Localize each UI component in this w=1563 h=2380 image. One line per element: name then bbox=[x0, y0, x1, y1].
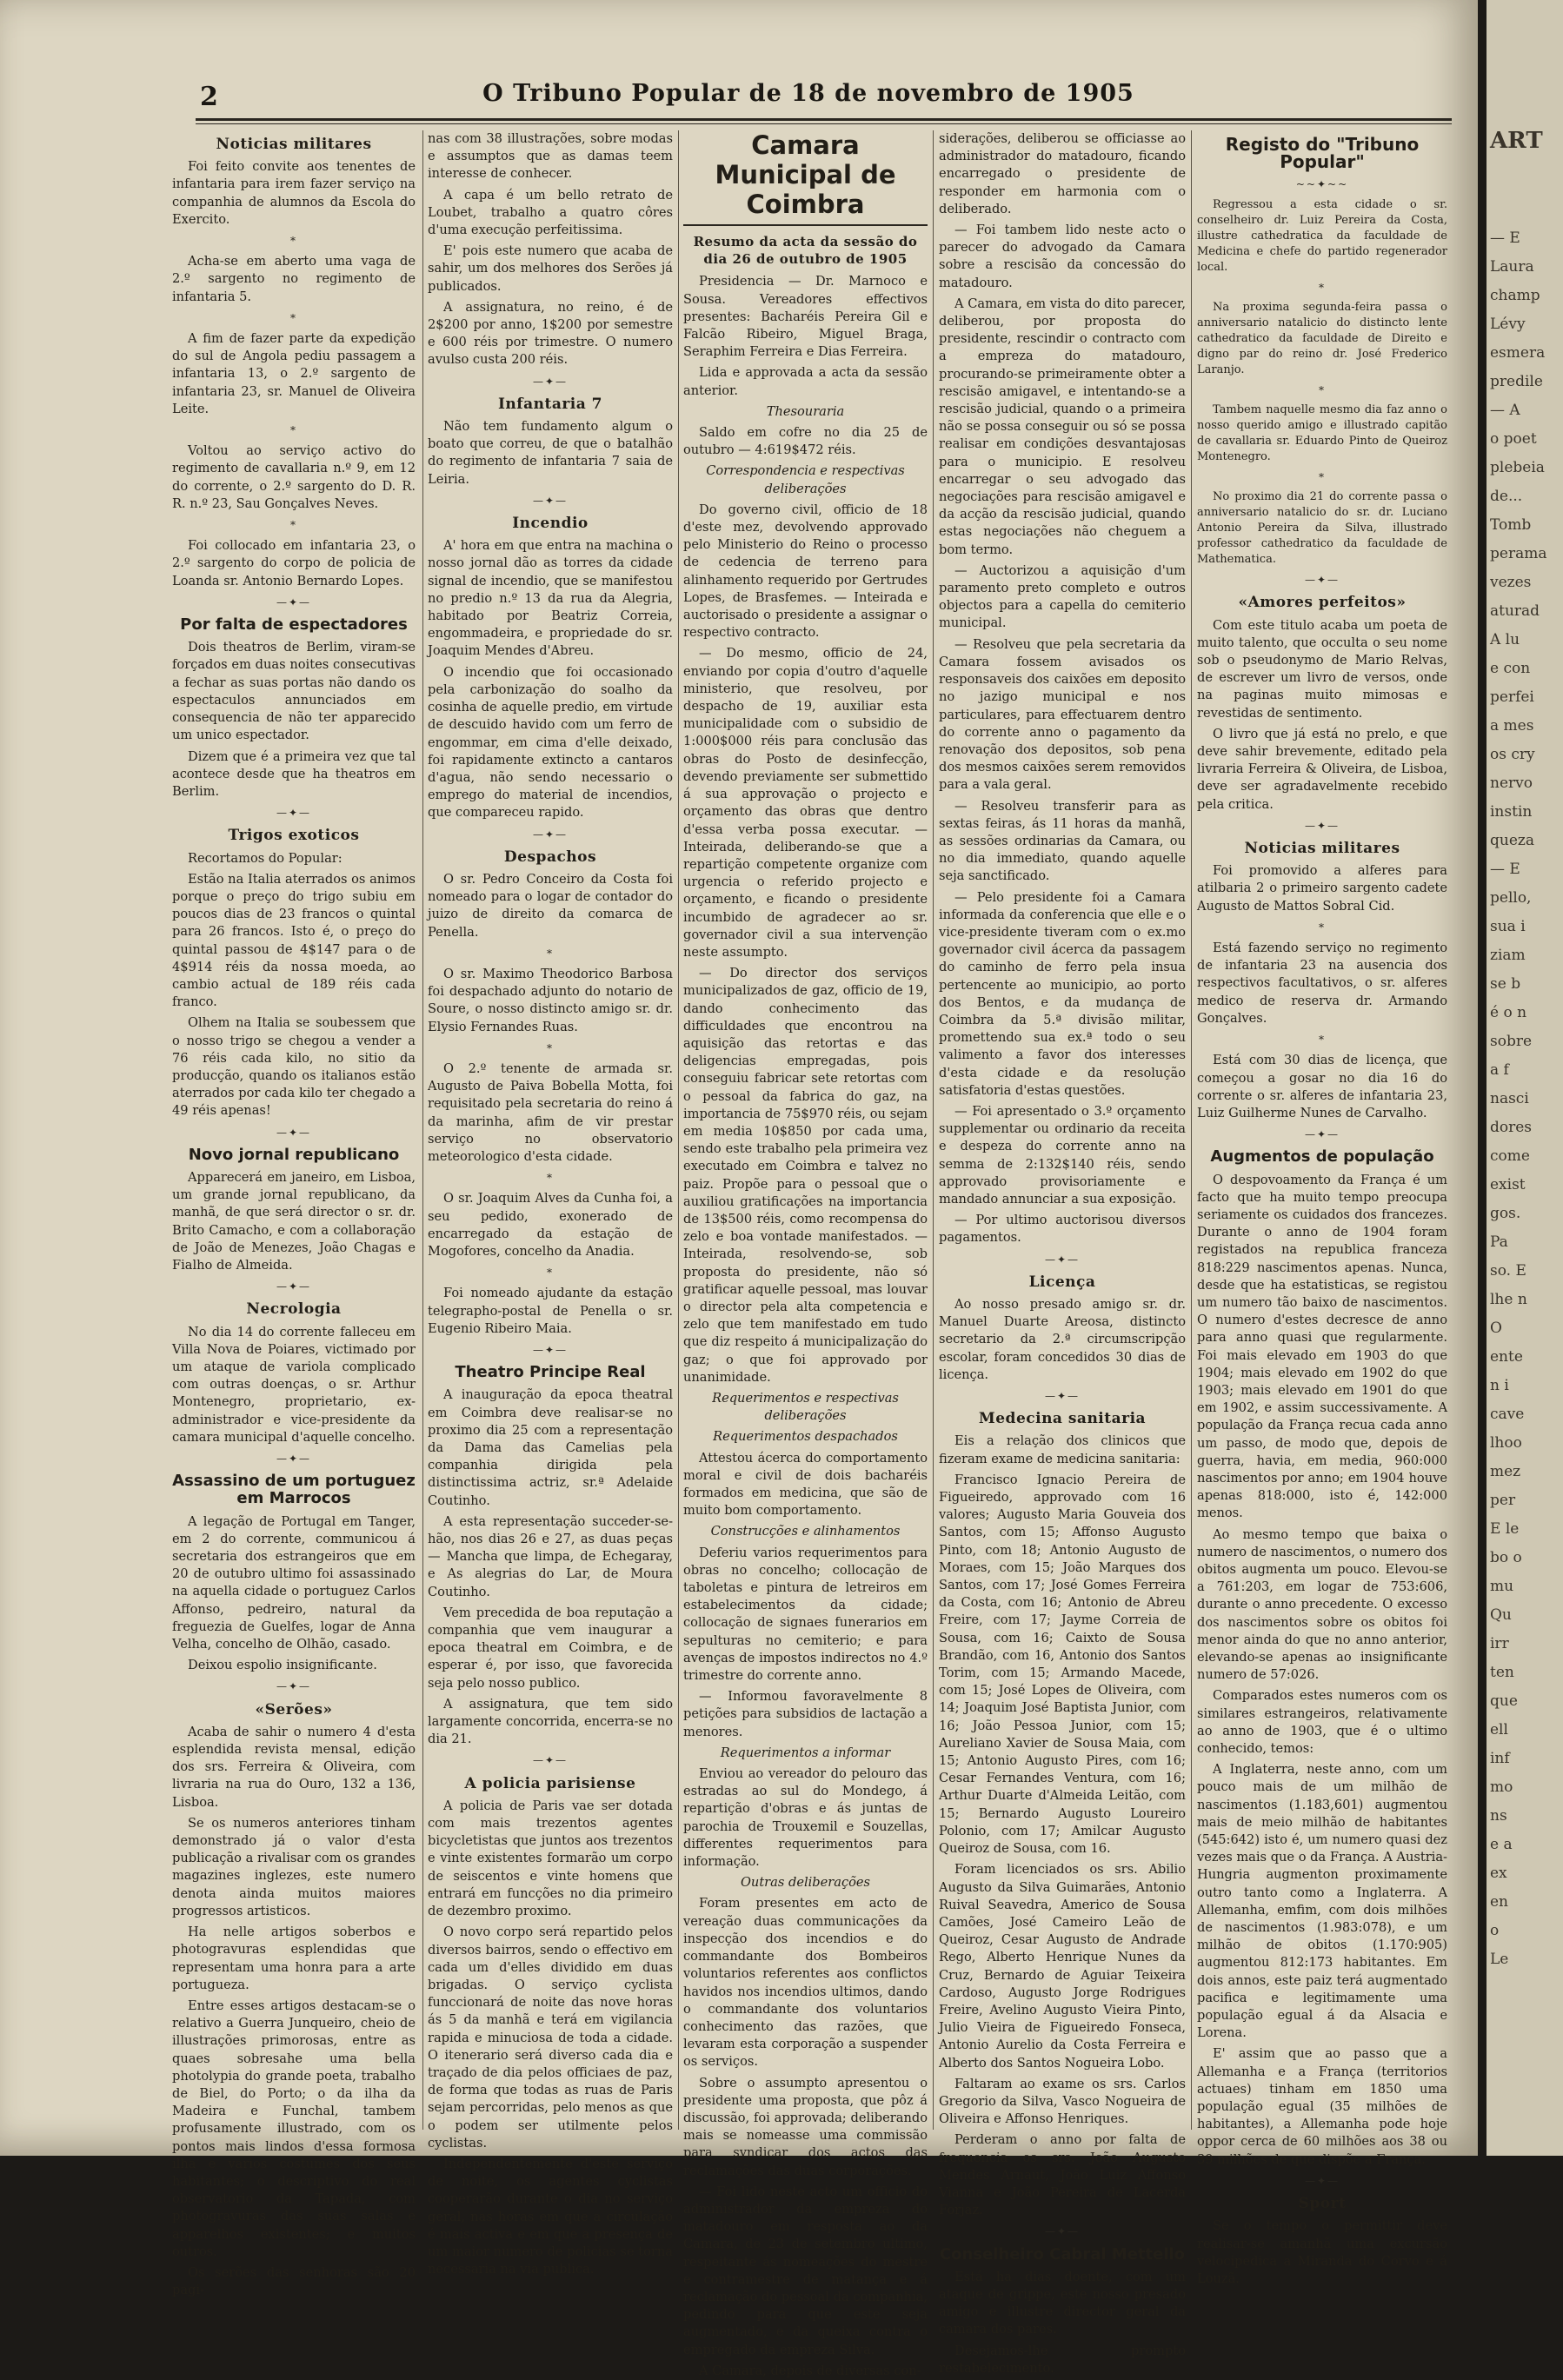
separator: —✦— bbox=[1044, 1253, 1081, 1266]
paragraph: Dizem que é a primeira vez que tal acontece desde que ha theatros em Berlim. bbox=[172, 748, 416, 799]
paragraph: Francisco Ignacio Pereira de Figueiredo, approvado com 16 valores; Augusto Maria Gouveia dos Santos, com 15; Affonso Augusto Pinto, com 18; Antonio Augusto de Moraes, com 15; João Marques dos Santos, com 17; José Gomes Ferreira da Costa, com 16; Antonio de Abreu Freire, com 17; Jayme Correia de Sousa, com 16; Caixto de Sousa Brandão, com 16, Antonio dos Santos Torim, com 15; Armando Macede, com 15; José Lopes de Oliveira, com 14; Joaquim José Baptista Junior, com 16; João Pessoa Junior, com 15; Aureliano Xavier de Sousa Maia, com 15; Antonio Augusto Pires, com 16; Cesar Fernandes Ventura, com 16; Arthur Duarte d'Almeida Leitão, com 15; Bernardo Augusto Loureiro Polonio, com 17; Amilcar Augusto Queiroz de Sousa, com 16. bbox=[939, 1472, 1186, 1857]
adjacent-text-fragment: perama bbox=[1490, 545, 1547, 562]
adjacent-text-fragment: que bbox=[1490, 1692, 1518, 1710]
adjacent-text-fragment: de... bbox=[1490, 488, 1523, 505]
section-title: Medecina sanitaria bbox=[978, 1410, 1147, 1428]
adjacent-text-fragment: é o n bbox=[1490, 1004, 1527, 1021]
paragraph: A inauguração da epoca theatral em Coimbra deve realisar-se no proximo dia 25 com a representação da Dama das Camelias pela companhia dirigida pela distinctissima actriz, sr.ª Adelaide Coutinho. bbox=[428, 1387, 673, 1508]
adjacent-text-fragment: Laura bbox=[1490, 258, 1534, 276]
separator: * bbox=[1319, 281, 1326, 294]
section-title: «Serões» bbox=[255, 1700, 333, 1719]
paragraph: — Foi apresentado o 3.º orçamento supplementar ou ordinario da receita e despeza do corrente anno na semma de 2:132$140 réis, sendo approvado provisoriamente e mandado annunciar a sua exposição. bbox=[939, 1103, 1186, 1207]
paragraph: Presidencia — Dr. Marnoco e Sousa. Vereadores effectivos presentes: Bacharéis Pereira Gil e Falcão Ribeiro, Miguel Braga, Seraphim Ferreira e Dias Ferreira. bbox=[683, 274, 928, 360]
section-title: Licença bbox=[1028, 1273, 1096, 1291]
paragraph: O 2.º tenente de armada sr. Augusto de Paiva Bobella Motta, foi requisitado pela secretaria do reino á da marinha, afim de vir prestar serviço no observatorio meteorologico d'esta cidade. bbox=[428, 1060, 673, 1164]
adjacent-text-fragment: per bbox=[1490, 1492, 1516, 1509]
subheading: Requerimentos a informar bbox=[720, 1745, 891, 1760]
adjacent-text-fragment: Lévy bbox=[1490, 316, 1526, 333]
subtitle: Resumo da acta da sessão do dia 26 de outubro de 1905 bbox=[693, 234, 918, 268]
adjacent-text-fragment: os cry bbox=[1490, 746, 1535, 763]
paragraph: No proximo dia 21 do corrente passa o anniversario natalicio do sr. dr. Luciano Antonio Pereira da Silva, illustrado professor cathedratico da faculdade de Mathematica. bbox=[1197, 490, 1447, 567]
paragraph: Comparados estes numeros com os similares estrangeiros, relativamente ao anno de 1903, que é o ultimo conhecido, temos: bbox=[1197, 1688, 1447, 1757]
adjacent-text-fragment: sobre bbox=[1490, 1033, 1533, 1050]
subheading: Correspondencia e respectivas deliberações bbox=[706, 463, 905, 496]
adjacent-text-fragment: ns bbox=[1490, 1807, 1507, 1825]
paragraph: Dois theatros de Berlim, viram-se forçados em duas noites consecutivas a fechar as suas portas não dando os espectaculos annunciados em consequencia de não ter apparecido um unico espectador. bbox=[172, 640, 416, 743]
adjacent-text-fragment: a mes bbox=[1490, 717, 1534, 735]
section-title: Por falta de espectadores bbox=[180, 615, 408, 635]
adjacent-text-fragment: gos. bbox=[1490, 1205, 1521, 1222]
column-3 bbox=[683, 130, 928, 2378]
paragraph: A assignatura, que tem sido largamente concorrida, encerra-se no dia 21. bbox=[428, 1696, 673, 1747]
paragraph: Perderam o anno por falta de frequencia os srs. João Augusto Mendes Arnaut, João Luiz Affonso Vianna e João Pereira de Lacerda Forjaz. bbox=[939, 2132, 1186, 2218]
separator: —✦— bbox=[532, 828, 569, 841]
adjacent-text-fragment: cave bbox=[1490, 1406, 1525, 1423]
paragraph: O incendio que foi occasionado pela carbonização do soalho da cosinha de aquelle predio, em virtude de descuido havido com um ferro de engommar, em cima d'elle deixado, foi rapidamente extincto a cantaros d'agua, não sendo necessario o emprego do material de incendios, que compareceu rapido. bbox=[428, 664, 673, 821]
adjacent-text-fragment: ente bbox=[1490, 1348, 1523, 1366]
section-title: Despachos bbox=[503, 848, 597, 866]
adjacent-text-fragment: e a bbox=[1490, 1836, 1513, 1853]
adjacent-text-fragment: mo bbox=[1490, 1778, 1513, 1796]
paragraph: A fim de fazer parte da expedição do sul de Angola pediu passagem a infantaria 13, o 2.º sargento de infantaria 23, sr. Manuel de Oliveira Leite. bbox=[172, 331, 416, 416]
adjacent-text-fragment: aturad bbox=[1490, 602, 1540, 620]
paragraph: nas com 38 illustrações, sobre modas e assumptos que as damas teem interesse de conhecer. bbox=[428, 131, 673, 182]
paragraph: Os serões das senhoras são 20 pagi- bbox=[172, 2264, 416, 2298]
paragraph: Se o tempo o permittir deve realisar-se amanhã uma excursão velocipedica a Miranda do Corvo e á Louzã. bbox=[1197, 2218, 1447, 2286]
paragraph: Deixou espolio insignificante. bbox=[188, 1658, 377, 1673]
paragraph: A capa é um bello retrato de Loubet, trabalho a quatro côres d'uma execução perfeitissima. bbox=[428, 187, 673, 238]
paragraph: Foi feito convite aos tenentes de infantaria para irem fazer serviço na companhia de alumnos da Escola do Exercito. bbox=[172, 159, 416, 227]
paragraph: Acaba de sahir o numero 4 d'esta esplendida revista mensal, edição dos srs. Ferreira & Oliveira, com livraria na rua do Ouro, 132 a 136, Lisboa. bbox=[172, 1724, 416, 1810]
adjacent-text-fragment: o poet bbox=[1490, 430, 1537, 448]
adjacent-text-fragment: sua i bbox=[1490, 918, 1526, 935]
section-title: Infantaria 7 bbox=[497, 395, 603, 413]
separator: —✦— bbox=[276, 807, 312, 820]
section-title: Noticias militares bbox=[216, 136, 372, 153]
paragraph: Vem precedida de boa reputação a companhia que vem inaugurar a epoca theatral em Coimbra, e de esperar é, por isso, que favorecida seja pelo nosso publico. bbox=[428, 1605, 673, 1691]
paragraph: Está ha dias doente, com um ataque de grippe, este nosso presado amigo e illustre director geral da camara dos pares. bbox=[939, 2269, 1186, 2337]
adjacent-text-fragment: Tomb bbox=[1490, 516, 1532, 534]
adjacent-text-fragment: ziam bbox=[1490, 947, 1526, 964]
adjacent-text-fragment: a f bbox=[1490, 1061, 1509, 1079]
paragraph: Deferiu varios requerimentos para obras no concelho; collocação de taboletas e pintura de letreiros em estabelecimentos da cidade; collocação de signaes funerarios em sepulturas no cemiterio; e para avenças de impostos indirectos no 4.º trimestre do corrente anno. bbox=[683, 1545, 928, 1684]
paragraph: Foi promovido a alferes para atilbaria 2 o primeiro sargento cadete Augusto de Mattos Sobral Cid. bbox=[1197, 863, 1447, 914]
subheading: Outras deliberações bbox=[740, 1875, 871, 1891]
paragraph: E' assim que ao passo que a Allemanha e a França (territorios actuaes) tinham em 1850 uma população egual (35 milhões de habitantes), a Allemanha pode hoje oppor cerca de 60 milhões aos 38 ou 39 milhões de que dispõe a França. bbox=[1197, 2046, 1447, 2167]
section-title: Necrologia bbox=[246, 1300, 342, 1319]
adjacent-text-fragment: n i bbox=[1490, 1377, 1509, 1394]
adjacent-text-fragment: lhe n bbox=[1490, 1291, 1527, 1308]
paragraph: Sobre o assumpto apresentou o presidente uma proposta, que pôz á discussão, foi approvada; deliberando mais se nomeasse uma commissão para syndicar dos actos das reclamações das duas corporações. bbox=[683, 2075, 928, 2178]
separator: * bbox=[547, 947, 554, 960]
separator: * bbox=[547, 1266, 554, 1280]
adjacent-text-fragment: irr bbox=[1490, 1635, 1509, 1652]
separator: —✦— bbox=[1304, 574, 1340, 587]
paragraph: Tambem naquelle mesmo dia faz anno o nosso querido amigo e illustrado capitão de cavallaria sr. Eduardo Pinto de Queiroz Montenegro. bbox=[1197, 403, 1447, 464]
section-title: Registo do "Tribuno Popular" bbox=[1225, 134, 1420, 173]
separator: * bbox=[1319, 471, 1326, 484]
paragraph: O despovoamento da França é um facto que ha muito tempo preocupa seriamente os cuidados dos francezes. Durante o anno de 1904 foram registados na republica franceza 818:229 nascimentos apenas. Nunca, desde que ha estatisticas, se registou um numero tão baixo de nascimentos. O numero d'estes decresce de anno para anno quasi que regularmente. Foi mais elevado em 1903 do que 1904; mais elevado em 1902 do que 1903; mais elevado em 1901 do que em 1902, e assim successivamente. A população da França recua cada anno um passo, de modo que, depois de guerra, havia, em media, 960:000 nascimentos por anno; em 1904 houve apenas 818:000, isto é, 142:000 menos. bbox=[1197, 1172, 1447, 1521]
paragraph: Ao nosso presado amigo sr. dr. Manuel Duarte Areosa, distincto secretario da 2.ª circumscripção escolar, foram concedidos 30 dias de licença. bbox=[939, 1297, 1186, 1382]
subheading: Requerimentos despachados bbox=[713, 1429, 898, 1445]
paragraph: Entre esses artigos destacam-se o relativo a Guerra Junqueiro, cheio de illustrações primorosas, entre as quaes sobresahe uma bella photolypia do grande poeta, trabalho de Biel, do Porto; o da ilha da Madeira e Funchal, tambem profusamente illustrado, com os pontos mais lindos d'essa formosa ilha e varios costumes dos seus habitantes; o descriptivo do real observatorio da Tapada, com photogravuras das suas salas e apparelhos existentes; e muitos outros. bbox=[172, 1998, 416, 2259]
adjacent-text-fragment: so. E bbox=[1490, 1262, 1526, 1280]
section-title: Novo jornal republicano bbox=[188, 1145, 400, 1164]
paragraph: Estão na Italia aterrados os animos porque o preço do trigo subiu em poucos dias de 23 francos o quintal para 26 francos. Isto é, o preço do quintal passou de 4$147 para o de 4$914 réis da nossa moeda, ao cambio actual de 189 réis cada franco. bbox=[172, 871, 416, 1010]
separator: —✦— bbox=[276, 1280, 312, 1293]
paragraph: A Camara, depois de diversas con- bbox=[699, 2363, 921, 2378]
paragraph: Ha nelle artigos soberbos e photogravuras esplendidas que representam uma honra para a arte portugueza. bbox=[172, 1925, 416, 1992]
adjacent-text-fragment: inf bbox=[1490, 1750, 1510, 1767]
paragraph: Regressou a esta cidade o sr. conselheiro dr. Luiz Pereira da Costa, illustre cathedratica da faculdade de Medicina e chefe do partido regenerador local. bbox=[1197, 197, 1447, 274]
separator: —✦— bbox=[532, 1344, 569, 1356]
separator: * bbox=[547, 1172, 554, 1185]
paragraph: O sr. Pedro Conceiro da Costa foi nomeado para o logar de contador do juizo de direito da comarca de Penella. bbox=[428, 871, 673, 940]
section-title: Augmentos de população bbox=[1210, 1147, 1434, 1167]
paragraph: A legação de Portugal em Tanger, em 2 do corrente, communicou á secretaria dos estrangeiros que em 20 de outubro ultimo foi assassinado na aquella cidade o portuguez Carlos Affonso, pedreiro, natural da freguezia de Guelfes, logar de Anna Velha, concelho de Olhão, casado. bbox=[172, 1513, 416, 1652]
paragraph: Se os numeros anteriores tinham demonstrado já o valor d'esta publicação a rivalisar com os grandes magazines inglezes, este numero denota ainda muitos maiores progressos artisticos. bbox=[172, 1815, 416, 1918]
adjacent-text-fragment: ten bbox=[1490, 1664, 1514, 1681]
adjacent-text-fragment: Le bbox=[1490, 1951, 1509, 1968]
paragraph: — Auctorizou a aquisição d'um paramento preto completo e outros objectos para a capella do cemiterio municipal. bbox=[939, 562, 1186, 631]
paragraph: Na proxima segunda-feira passa o anniversario natalicio do distincto lente cathedratico da faculdade de Direito e digno par do reino dr. José Frederico Laranjo. bbox=[1197, 300, 1447, 376]
paragraph: Saldo em cofre no dia 25 de outubro — 4:619$472 réis. bbox=[683, 425, 928, 458]
separator: * bbox=[290, 311, 297, 324]
separator: ~~✦~~ bbox=[1295, 178, 1349, 191]
paragraph: A assignatura, no reino, é de 2$200 por anno, 1$200 por semestre e 600 réis por trimestre. O numero avulso custa 200 réis. bbox=[428, 299, 673, 368]
adjacent-text-fragment: nervo bbox=[1490, 774, 1533, 792]
paragraph: Faltaram ao exame os srs. Carlos Gregorio da Silva, Vasco Nogueira de Oliveira e Affonso Henriques. bbox=[939, 2076, 1186, 2127]
separator: —✦— bbox=[276, 1126, 312, 1139]
adjacent-text-fragment: predile bbox=[1490, 373, 1543, 390]
paragraph: Voltou ao serviço activo do regimento de cavallaria n.º 9, em 12 do corrente, o 2.º sargento do D. R. R. n.º 23, Sau Gonçalves Neves. bbox=[172, 443, 416, 511]
page-header bbox=[165, 78, 1452, 122]
adjacent-text-fragment: perfei bbox=[1490, 688, 1534, 706]
subheading: Construcções e alinhamentos bbox=[710, 1524, 901, 1539]
section-title: Theatro Principe Real bbox=[455, 1363, 646, 1382]
adjacent-text-fragment: E le bbox=[1490, 1520, 1520, 1538]
header-rule-thin bbox=[196, 123, 1452, 124]
adjacent-text-fragment: o bbox=[1490, 1922, 1500, 1939]
paragraph: E' pois este numero que acaba de sahir, um dos melhores dos Serões já publicados. bbox=[428, 243, 673, 294]
section-title: Camara Municipal de Coimbra bbox=[683, 130, 928, 226]
adjacent-text-fragment: se b bbox=[1490, 975, 1521, 993]
column-2 bbox=[428, 130, 673, 2277]
section-title: Incendio bbox=[512, 515, 589, 533]
column-divider bbox=[1191, 130, 1192, 2130]
adjacent-text-fragment: pello, bbox=[1490, 889, 1532, 907]
section-title: A policia parisiense bbox=[464, 1774, 636, 1792]
adjacent-text-fragment: plebeia bbox=[1490, 459, 1545, 476]
paragraph: Ao mesmo tempo que baixa o numero de nascimentos, o numero dos obitos augmenta um pouco. Elevou-se a 761:203, em logar de 753:606, durante o anno precedente. O excesso dos nascimentos sobre os obitos foi menor ainda do que no anno anterior, elevando-se apenas ao insignificante numero de 57:026. bbox=[1197, 1526, 1447, 1683]
paragraph: Recortamos do Popular: bbox=[188, 850, 343, 866]
paragraph: A policia de Paris vae ser dotada com mais trezentos agentes bicycletistas que juntos aos trezentos e vinte existentes formarão um corpo de seiscentos e vinte homens que entrará em funcções no dia primeiro de dezembro proximo. bbox=[428, 1798, 673, 1919]
separator: * bbox=[1319, 383, 1326, 396]
adjacent-text-fragment: — A bbox=[1490, 402, 1520, 419]
paragraph: — Por ultimo auctorisou diversos pagamentos. bbox=[939, 1213, 1186, 1246]
adjacent-text-fragment: Pa bbox=[1490, 1233, 1508, 1251]
paragraph: Foram presentes em acto de vereação duas communicações da inspecção dos incendios e do commandante dos Bombeiros voluntarios referentes aos conflictos havidos nos incendios ultimos, dando o commandante dos voluntarios conhecimento das razões, que levaram esta corporação a suspender os serviços. bbox=[683, 1896, 928, 2070]
separator: * bbox=[547, 1041, 554, 1054]
adjacent-text-fragment: vezes bbox=[1490, 574, 1532, 591]
adjacent-text-fragment: nasci bbox=[1490, 1090, 1529, 1107]
paragraph: A esta representação succeder-se-hão, nos dias 26 e 27, as duas peças — Mancha que limpa, de Echegaray, e As alegrias do Lar, de Moura Coutinho. bbox=[428, 1513, 673, 1599]
column-divider bbox=[678, 130, 679, 2130]
adjacent-text-fragment: dores bbox=[1490, 1119, 1533, 1136]
adjacent-text-fragment: — E bbox=[1490, 229, 1520, 247]
separator: —✦— bbox=[1304, 1128, 1340, 1141]
paragraph: Não tem fundamento algum o boato que correu, de que o batalhão do regimento de infantaria 7 saia de Leiria. bbox=[428, 419, 673, 487]
adjacent-text-fragment: e con bbox=[1490, 660, 1531, 677]
paragraph: — Do mesmo, officio de 24, enviando por copia d'outro d'aquelle ministerio, que resolveu, por despacho de 19, auxiliar esta municipalidade com o subsidio de 1:000$000 réis para conclusão das obras do Posto de desinfecção, devendo previamente ser submettido á sua approvação o projecto e orçamento das obras que dentro d'essa verba possa executar. — Inteirada, deliberando-se que a repartição competente organize com urgencia o referido projecto e orçamento, e ficando o presidente incumbido de agradecer ao sr. governador civil a sua intervenção neste assumpto. bbox=[683, 646, 928, 960]
adjacent-text-fragment: — E bbox=[1490, 861, 1520, 878]
adjacent-text-fragment: A lu bbox=[1490, 631, 1520, 648]
adjacent-text-fragment: en bbox=[1490, 1893, 1509, 1911]
paragraph: Attestou ácerca do comportamento moral e civil de dois bacharéis formados em medicina, que são de muito bom comportamento. bbox=[683, 1450, 928, 1519]
adjacent-text-fragment: O bbox=[1490, 1320, 1502, 1337]
paragraph: — Foi tambem lido neste acto o parecer do advogado da Camara sobre a rescisão da concessão do matadouro. bbox=[939, 223, 1186, 290]
section-title: Sport bbox=[1298, 2195, 1347, 2213]
paragraph: — Resolveu que pela secretaria da Camara fossem avisados os responsaveis dos caixões em deposito no jazigo municipal e nos particulares, para effectuarem dentro do corrente anno o pagamento da renovação dos depositos, sob pena dos mesmos caixões serem removidos para a vala geral. bbox=[939, 636, 1186, 793]
column-5 bbox=[1197, 130, 1447, 2286]
separator: —✦— bbox=[532, 1754, 569, 1767]
paragraph: O livro que já está no prelo, e que deve sahir brevemente, editado pela livraria Ferreira & Oliveira, de Lisboa, deve ser agradavelmente recebido pela critica. bbox=[1197, 726, 1447, 812]
separator: * bbox=[1319, 921, 1326, 934]
adjacent-text-fragment: esmera bbox=[1490, 344, 1546, 362]
separator: —✦— bbox=[1304, 2174, 1340, 2187]
paragraph: O sr. Maximo Theodorico Barbosa foi despachado adjunto do notario de Soure, o nosso distincto amigo sr. dr. Elysio Fernandes Ruas. bbox=[428, 966, 673, 1034]
column-1 bbox=[172, 130, 416, 2298]
adjacent-text-fragment: mu bbox=[1490, 1578, 1514, 1595]
adjacent-text-fragment: lhoo bbox=[1490, 1434, 1522, 1452]
paragraph: A' hora em que entra na machina o nosso jornal dão as torres da cidade signal de incendio, que se manifestou no predio n.º 13 da rua da Alegria, habitado por Beatriz Correia, engommadeira, e propriedade do sr. Joaquim Mendes d'Abreu. bbox=[428, 538, 673, 659]
paragraph: Foi nomeado ajudante da estação telegrapho-postal de Penella o sr. Eugenio Ribeiro Maia. bbox=[428, 1286, 673, 1336]
paragraph: siderações, deliberou se officiasse ao administrador do matadouro, ficando encarregado o presidente de responder em harmonia com o deliberado. bbox=[939, 131, 1186, 216]
adjacent-text-fragment: instin bbox=[1490, 803, 1533, 821]
section-title: «Amores perfeitos» bbox=[1238, 594, 1407, 612]
adjacent-page-edge bbox=[1487, 0, 1563, 2156]
paragraph: — Pelo presidente foi a Camara informada da conferencia que elle e o vice-presidente tiveram com o ex.mo governador civil ácerca da passagem do caminho de ferro pela insua pertencente ao municipio, ao porto dos Bentos, e da mudança de Coimbra da 5.ª divisão militar, promettendo sua ex.ª todo o seu valimento a favor dos interesses d'esta cidade e da resolução satisfatoria d'estas questões. bbox=[939, 889, 1186, 1098]
paragraph: Com este titulo acaba um poeta de muito talento, que occulta o seu nome sob o pseudonymo de Mario Relvas, de escrever um livro de versos, onde na paginas muito mimosas e revestidas de sentimento. bbox=[1197, 617, 1447, 721]
paragraph: Olhem na Italia se soubessem que o nosso trigo se chegou a vender a 76 réis cada kilo, no sitio da producção, quando os italianos estão aterrados por cada kilo ter chegado a 49 réis apenas! bbox=[172, 1015, 416, 1119]
separator: * bbox=[1319, 1034, 1326, 1047]
paragraph: Está fazendo serviço no regimento de infantaria 23 na ausencia dos respectivos facultativos, o sr. alferes medico de reserva dr. Armando Gonçalves. bbox=[1197, 941, 1447, 1026]
adjacent-text-fragment: champ bbox=[1490, 287, 1540, 304]
separator: —✦— bbox=[276, 1453, 312, 1466]
separator: —✦— bbox=[1044, 2225, 1081, 2238]
separator: —✦— bbox=[532, 494, 569, 507]
paragraph: Está com 30 dias de licença, que começou a gosar no dia 16 do corrente o sr. alferes de infantaria 23, Luiz Guilherme Nunes de Carvalho. bbox=[1197, 1053, 1447, 1120]
paragraph: Foram licenciados os srs. Abilio Augusto da Silva Guimarães, Antonio Ruival Seavedra, Americo de Sousa Camões, José Cameiro Leão de Queiroz, Cesar Augusto de Andrade Rego, Alberto Henrique Nunes da Cruz, Bernardo de Aguiar Teixeira Cardoso, Augusto Jorge Rodrigues Freire, Avelino Augusto Vieira Pinto, Julio Vieira de Figueiredo Fonseca, Antonio Aurelio da Costa Ferreira e Alberto dos Santos Nogueira Lobo. bbox=[939, 1862, 1186, 2071]
adjacent-text-fragment: queza bbox=[1490, 832, 1534, 849]
section-title: Assassino de um portuguez em Marrocos bbox=[172, 1472, 416, 1508]
paragraph: A Inglaterra, neste anno, com um pouco mais de um milhão de nascimentos (1.183,601) augmentou mais de meio milhão de habitantes (545:642) isto é, um numero quasi dez vezes mais que o da França. A Austria-Hungria augmenton proximamente outro tanto como a Inglaterra. A Allemanha, emfim, com dois milhões de nascimentos (1.983:078), e um milhão de obitos (1.170:905) augmentou 812:173 habitantes. Em dois annos, este paiz terá augmentado pacifica e legitimamente uma população egual á da Alsacia e Lorena. bbox=[1197, 1762, 1447, 2041]
paragraph: Enviou ao vereador do pelouro das estradas ao sul do Mondego, á repartição d'obras e ás juntas de parochia de Trouxemil e Souzellas, differentes requerimentos para informação. bbox=[683, 1766, 928, 1870]
paragraph: Lida e approvada a acta da sessão anterior. bbox=[683, 365, 928, 398]
adjacent-text-fragment: exist bbox=[1490, 1176, 1526, 1193]
paragraph: O sr. Joaquim Alves da Cunha foi, a seu pedido, exonerado de encarregado da estação de Mogofores, concelho da Anadia. bbox=[428, 1191, 673, 1259]
paragraph: Desejamos-lhe prompto restabelecimento. bbox=[939, 2343, 1186, 2376]
paragraph: Do governo civil, officio de 18 d'este mez, devolvendo approvado pelo Ministerio do Reino o processo de cedencia de terreno para alinhamento requerido por Gertrudes Lopes, de Brasfemes. — Inteirada e auctorisado o presidente a assignar o respectivo contracto. bbox=[683, 502, 928, 641]
adjacent-text-fragment: ex bbox=[1490, 1865, 1507, 1882]
section-title: Trigos exoticos bbox=[228, 827, 360, 845]
paragraph: A Camara, em vista do dito parecer, deliberou, por proposta do presidente, rescindir o contracto com a empreza do matadouro, procurando-se primeiramente obter a rescisão amigavel, e intentando-se a rescisão judicial, quando o a primeira não se possa conseguir ou só se possa realisar em condições desvantajosas para o municipio. E resolveu encarregar o seu advogado das negociações para rescisão amigavel e da acção da rescisão judicial, quando estas negociações não cheguem a bom termo. bbox=[939, 296, 1186, 557]
column-divider bbox=[933, 130, 934, 2130]
separator: * bbox=[290, 424, 297, 437]
masthead: O Tribuno Popular de 18 de novembro de 1905 bbox=[482, 80, 1134, 107]
page-number: 2 bbox=[200, 82, 218, 112]
adjacent-text-fragment: bo o bbox=[1490, 1549, 1522, 1566]
section-title: Noticias militares bbox=[1244, 840, 1400, 858]
adjacent-text-fragment: ell bbox=[1490, 1721, 1508, 1738]
paragraph: No dia 14 do corrente falleceu em Villa Nova de Poiares, victimado por um ataque de variola complicado com outras doenças, o sr. Arthur Montenegro, proprietario, ex-administrador e vice-presidente da camara municipal d'aquelle concelho. bbox=[172, 1324, 416, 1445]
separator: * bbox=[290, 519, 297, 532]
adjacent-text-fragment: come bbox=[1490, 1147, 1530, 1165]
paragraph: — Informou favoravelmente 8 petições para subsidios de lactação a menores. bbox=[683, 1689, 928, 1739]
separator: —✦— bbox=[1044, 1390, 1081, 1403]
separator: —✦— bbox=[1304, 819, 1340, 832]
adjacent-title: ART bbox=[1490, 128, 1543, 154]
section-title: Conselheiro Cabral Mettello bbox=[939, 2244, 1186, 2264]
column-divider bbox=[422, 130, 423, 2130]
paragraph: — Foi lido neste acto um officio do administrador da empreza do matadouro em resposta ao da Camara, de 23 de setembro ultimo, respeitante ás nomeações do mestre e contramestre de matança e á reclamação do pessoal da companhia, pedindo para que este seja augmentado, e da queixa contra o empregado da empreza Silva. bbox=[683, 2184, 928, 2357]
separator: —✦— bbox=[276, 595, 312, 608]
paragraph: Independentemente d'este serviço de noite, os agentes cyclistas cooperarão durante o dia no serviço geral, nas horas em que a circulação é mais activa e em que a presença de um maior numero de policias se torna necessaria na via publica. bbox=[428, 2156, 673, 2277]
paragraph: Apparecerá em janeiro, em Lisboa, um grande jornal republicano, da manhã, de que será director o sr. dr. Brito Camacho, e com a collaboração de João de Menezes, João Chagas e Fialho de Almeida. bbox=[172, 1169, 416, 1273]
paragraph: — Do director dos serviços municipalizados de gaz, officio de 19, dando conhecimento das difficuldades que encontrou na aquisição das retortas e das deligencias empregadas, pois conseguiu fabricar sete retortas com o pessoal da fabrica do gaz, na importancia de 75$970 réis, ou sejam em media 10$850 por cada uma, sendo este trabalho pela primeira vez executado em Coimbra e talvez no paiz. Propõe para o pessoal que o auxiliou gratificações na importancia de 13$500 réis, como recompensa do zelo e boa vontade manifestados. — Inteirada, resolvendo-se, sob proposta do presidente, não só gratificar aquelle pessoal, mas louvar o director pela alta competencia e zelo que tem manifestado em tudo que diz respeito á municipalização do gaz; o que foi approvado por unanimidade. bbox=[683, 966, 928, 1385]
paragraph: — Resolveu transferir para as sextas feiras, ás 11 horas da manhã, as sessões ordinarias da Camara, ou no dia immediato, quando aquelle seja sanctificado. bbox=[939, 798, 1186, 884]
paragraph: Acha-se em aberto uma vaga de 2.º sargento no regimento de infantaria 5. bbox=[172, 254, 416, 304]
adjacent-text-fragment: Qu bbox=[1490, 1606, 1512, 1624]
separator: * bbox=[290, 235, 297, 248]
subheading: Requerimentos e respectivas deliberações bbox=[712, 1391, 899, 1424]
separator: —✦— bbox=[276, 1680, 312, 1693]
separator: —✦— bbox=[532, 375, 569, 388]
paragraph: Foi collocado em infantaria 23, o 2.º sargento do corpo de policia de Loanda sr. Antonio Bernardo Lopes. bbox=[172, 538, 416, 588]
adjacent-text-fragment: mez bbox=[1490, 1463, 1521, 1480]
header-rule bbox=[196, 118, 1452, 121]
paragraph: Eis a relação dos clinicos que fizeram exame de medicina sanitaria: bbox=[939, 1433, 1186, 1466]
subheading: Thesouraria bbox=[766, 403, 845, 419]
column-4 bbox=[939, 130, 1186, 2376]
paragraph: O novo corpo será repartido pelos diversos bairros, sendo o effectivo em cada um d'elles dividido em duas brigadas. O serviço cyclista funccionará de noite das nove horas ás 5 da manhã e terá em vigilancia rapida e minuciosa de toda a cidade. O itenerario será diverso cada dia e traçado de dia pelos officiaes de paz, de forma que todas as ruas de Paris sejam percorridas, pelo menos as que o podem ser utilmente pelos cyclistas. bbox=[428, 1925, 673, 2151]
